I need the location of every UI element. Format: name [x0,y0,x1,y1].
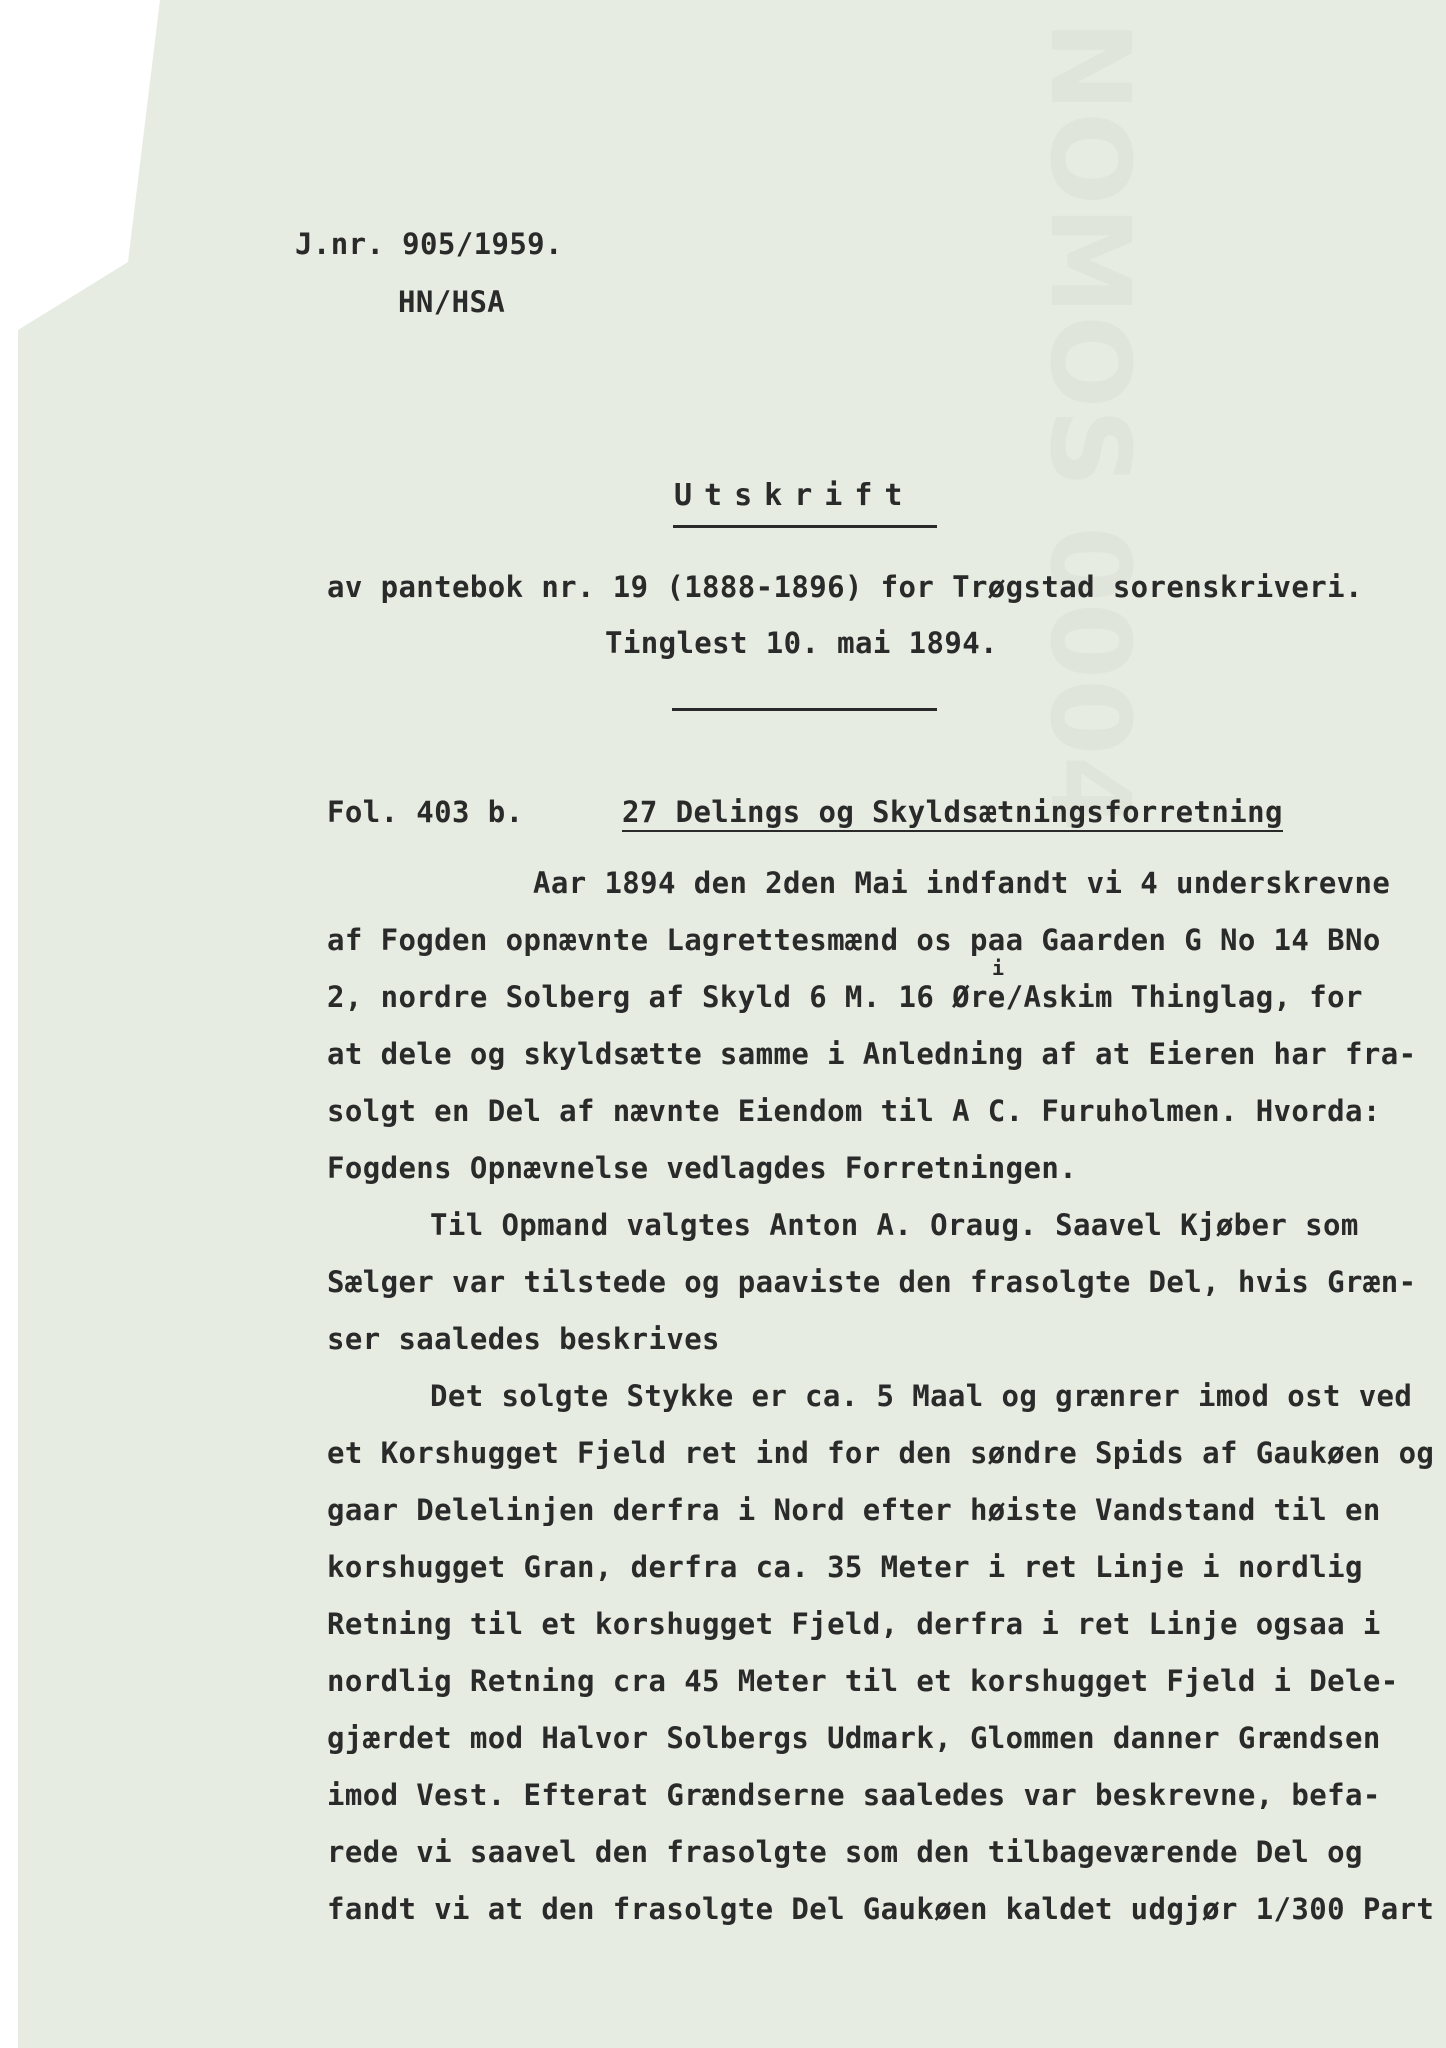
folio-label: Fol. 403 b. [327,795,524,829]
body-line: rede vi saavel den frasolgte som den tilbageværende Del og [327,1835,1363,1869]
body-line: gjærdet mod Halvor Solbergs Udmark, Glommen danner Grændsen [327,1721,1381,1755]
title-underline [673,525,937,528]
subtitle-line-1: av pantebok nr. 19 (1888-1896) for Trøgstad sorenskriveri. [327,570,1363,604]
separator-line [672,708,937,711]
body-line: imod Vest. Efterat Grændserne saaledes var beskrevne, befa- [327,1778,1381,1812]
body-line: Retning til et korshugget Fjeld, derfra i ret Linje ogsaa i [327,1607,1381,1641]
body-line: Til Opmand valgtes Anton A. Oraug. Saavel Kjøber som [430,1208,1359,1242]
body-line: ser saaledes beskrives [327,1322,720,1356]
body-line: 2, nordre Solberg af Skyld 6 M. 16 Øre/Askim Thinglag, for [327,980,1363,1014]
journal-number: J.nr. 905/1959. [295,227,563,261]
folio-heading: 27 Delings og Skyldsætningsforretning [622,795,1283,832]
body-line: Aar 1894 den 2den Mai indfandt vi 4 underskrevne [533,866,1391,900]
background-stamp [1040,20,1140,160]
body-line: at dele og skyldsætte samme i Anledning af at Eieren har fra- [327,1037,1417,1071]
body-line: Sælger var tilstede og paaviste den frasolgte Del, hvis Græn- [327,1265,1417,1299]
initials: HN/HSA [398,285,506,319]
body-line: nordlig Retning cra 45 Meter til et korshugget Fjeld i Dele- [327,1664,1399,1698]
body-line: solgt en Del af nævnte Eiendom til A C. Furuholmen. Hvorda: [327,1094,1381,1128]
body-line: af Fogden opnævnte Lagrettesmænd os paa Gaarden G No 14 BNo [327,923,1381,957]
interlinear-insertion-mark: i [992,956,1005,980]
body-line: korshugget Gran, derfra ca. 35 Meter i ret Linje i nordlig [327,1550,1363,1584]
body-line: Fogdens Opnævnelse vedlagdes Forretningen. [327,1151,1078,1185]
subtitle-line-2: Tinglest 10. mai 1894. [605,626,998,660]
body-line: Det solgte Stykke er ca. 5 Maal og grænrer imod ost ved [430,1379,1413,1413]
body-line: gaar Delelinjen derfra i Nord efter høiste Vandstand til en [327,1493,1381,1527]
body-line: et Korshugget Fjeld ret ind for den søndre Spids af Gaukøen og [327,1436,1435,1470]
document-title: Utskrift [674,478,915,513]
body-line: fandt vi at den frasolgte Del Gaukøen kaldet udgjør 1/300 Part [327,1892,1435,1926]
